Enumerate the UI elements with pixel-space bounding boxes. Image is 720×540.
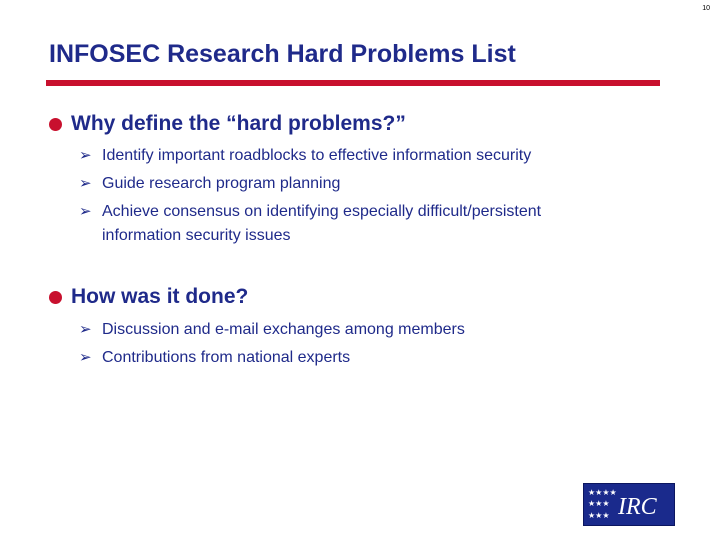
arrow-bullet-icon: ➢	[79, 321, 92, 338]
page-number: 10	[702, 5, 710, 12]
svg-text:★★★★: ★★★★	[588, 488, 617, 497]
arrow-bullet-icon: ➢	[79, 203, 92, 220]
sub-bullet-item	[79, 144, 622, 168]
sub-bullet-text: Guide research program planning	[102, 175, 341, 192]
logo-text: IRC	[618, 494, 657, 520]
bullet-heading: Why define the “hard problems?”	[71, 112, 406, 135]
sub-bullet-text: Contributions from national experts	[102, 349, 351, 366]
irc-logo-graphic	[584, 484, 674, 525]
svg-text:★★★: ★★★	[588, 499, 610, 508]
sub-bullet-item	[79, 346, 622, 370]
title-divider	[46, 80, 660, 86]
svg-text:★★★: ★★★	[588, 511, 610, 520]
sub-bullet-text: Achieve consensus on identifying especially difficult/persistent information security issues	[102, 203, 542, 244]
arrow-bullet-icon: ➢	[79, 349, 92, 366]
arrow-bullet-icon: ➢	[79, 147, 92, 164]
bullet-heading: How was it done?	[71, 285, 249, 308]
bullet-why-define	[49, 112, 406, 136]
sub-bullet-item	[79, 200, 622, 248]
irc-logo	[583, 483, 675, 526]
bullet-dot-icon	[49, 291, 62, 304]
bullet-how-done	[49, 285, 248, 309]
sub-bullet-text: Identify important roadblocks to effective information security	[102, 147, 532, 164]
slide-title: INFOSEC Research Hard Problems List	[49, 40, 516, 68]
sub-bullet-item	[79, 318, 622, 342]
sub-bullet-text: Discussion and e-mail exchanges among members	[102, 321, 465, 338]
sub-bullet-item	[79, 172, 622, 196]
arrow-bullet-icon: ➢	[79, 175, 92, 192]
bullet-dot-icon	[49, 118, 62, 131]
